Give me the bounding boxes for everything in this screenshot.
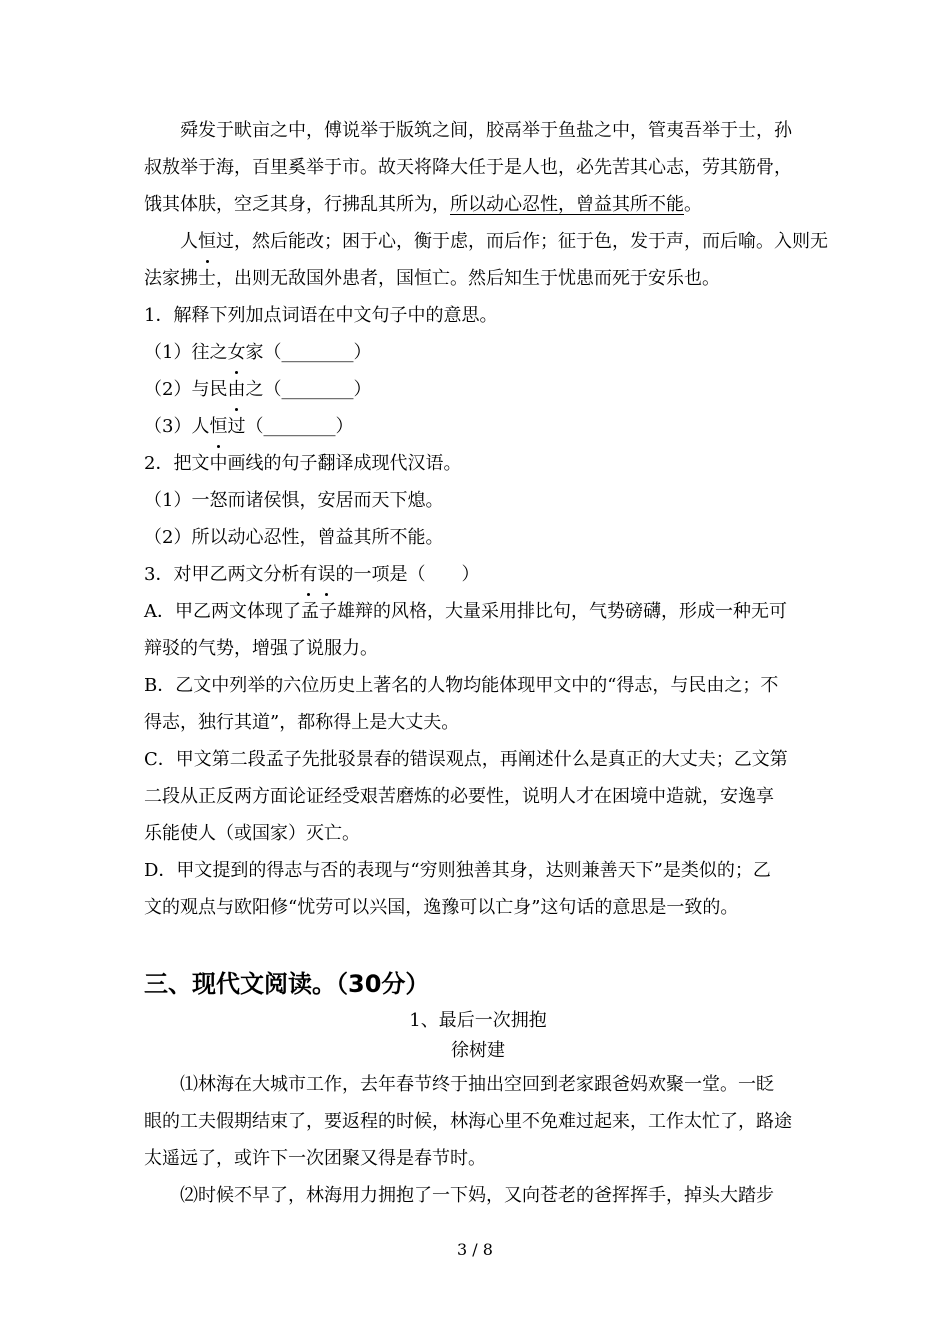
article-line: 眼的工夫假期结束了，要返程的时候，林海心里不免难过起来，工作太忙了，路途	[144, 1111, 792, 1132]
article-author: 徐树建	[451, 1040, 505, 1061]
article-line: ⑴林海在大城市工作，去年春节终于抽出空回到老家跟爸妈欢聚一堂。一眨	[180, 1074, 774, 1095]
question-1-item	[144, 408, 812, 445]
question-3-title	[144, 556, 812, 593]
question-1-item	[144, 371, 812, 408]
option-a[interactable]: A．甲乙两文体现了孟子雄辩的风格，大量采用排比句，气势磅礴，形成一种无可	[144, 601, 787, 622]
title-text: 3．对甲乙两文分析	[144, 564, 300, 585]
passage-text: 饿其体肤，空乏其身，行拂乱其所为，	[144, 194, 450, 215]
dotted-character: 恒	[209, 408, 227, 445]
dotted-character: 女	[227, 334, 245, 371]
item-text: （3）人	[144, 416, 210, 437]
item-text: ）	[353, 342, 372, 363]
underlined-sentence: 所以动心忍性，曾益其所不能	[450, 194, 684, 215]
passage-text: 。	[684, 194, 702, 215]
passage-line	[144, 186, 812, 223]
question-2-item: （2）所以动心忍性，曾益其所不能。	[144, 527, 444, 548]
question-1-title: 1．解释下列加点词语在中文句子中的意思。	[144, 305, 498, 326]
dotted-character: 有	[299, 556, 317, 593]
question-2-item: （1）一怒而诸侯惧，安居而天下熄。	[144, 490, 444, 511]
question-1-item	[144, 334, 812, 371]
page-number: 3 / 8	[457, 1240, 493, 1259]
answer-blank[interactable]: ________	[281, 342, 354, 363]
option-b[interactable]: B．乙文中列举的六位历史上著名的人物均能体现甲文中的“得志，与民由之；不	[144, 675, 779, 696]
passage-line: 舜发于畎亩之中，傅说举于版筑之间，胶鬲举于鱼盐之中，管夷吾举于士，孙	[180, 120, 792, 141]
title-text: 的一项是（ ）	[335, 564, 480, 585]
section-heading: 三、现代文阅读。（30分）	[144, 970, 430, 998]
option-c-continued: 乐能使人（或国家）灭亡。	[144, 823, 360, 844]
dotted-character: 由	[227, 371, 245, 408]
option-a-continued: 辩驳的气势，增强了说服力。	[144, 638, 378, 659]
article-line: 太遥远了，或许下一次团聚又得是春节时。	[144, 1148, 486, 1169]
option-c[interactable]: C．甲文第二段孟子先批驳景春的错误观点，再阐述什么是真正的大丈夫；乙文第	[144, 749, 788, 770]
option-d-continued: 文的观点与欧阳修“忧劳可以兴国，逸豫可以亡身”这句话的意思是一致的。	[144, 897, 739, 918]
article-line: ⑵时候不早了，林海用力拥抱了一下妈，又向苍老的爸挥挥手，掉头大踏步	[180, 1185, 774, 1206]
page-content	[144, 112, 828, 1214]
item-text: 家（	[245, 342, 282, 363]
passage-line	[144, 223, 828, 260]
item-text: 之（	[245, 379, 282, 400]
answer-blank[interactable]: ________	[281, 379, 354, 400]
option-d[interactable]: D．甲文提到的得志与否的表现与“穷则独善其身，达则兼善天下”是类似的；乙	[144, 860, 771, 881]
item-text: ）	[353, 379, 372, 400]
question-2-title: 2．把文中画线的句子翻译成现代汉语。	[144, 453, 462, 474]
passage-text: 人	[180, 231, 198, 252]
passage-line: 法家拂士，出则无敌国外患者，国恒亡。然后知生于忧患而死于安乐也。	[144, 268, 720, 289]
item-text: 过（	[227, 416, 264, 437]
answer-blank[interactable]: ________	[263, 416, 336, 437]
item-text: （1）往之	[144, 342, 228, 363]
item-text: ）	[335, 416, 354, 437]
dotted-character: 误	[317, 556, 335, 593]
passage-line: 叔敖举于海，百里奚举于市。故天将降大任于是人也，必先苦其心志，劳其筋骨，	[144, 157, 792, 178]
option-b-continued: 得志，独行其道”，都称得上是大丈夫。	[144, 712, 460, 733]
dotted-character: 恒	[198, 223, 216, 260]
article-title: 1、最后一次拥抱	[409, 1010, 547, 1031]
passage-text: 过，然后能改；困于心，衡于虑，而后作；征于色，发于声，而后喻。入则无	[216, 231, 828, 252]
option-c-continued: 二段从正反两方面论证经受艰苦磨炼的必要性，说明人才在困境中造就，安逸享	[144, 786, 774, 807]
item-text: （2）与民	[144, 379, 228, 400]
